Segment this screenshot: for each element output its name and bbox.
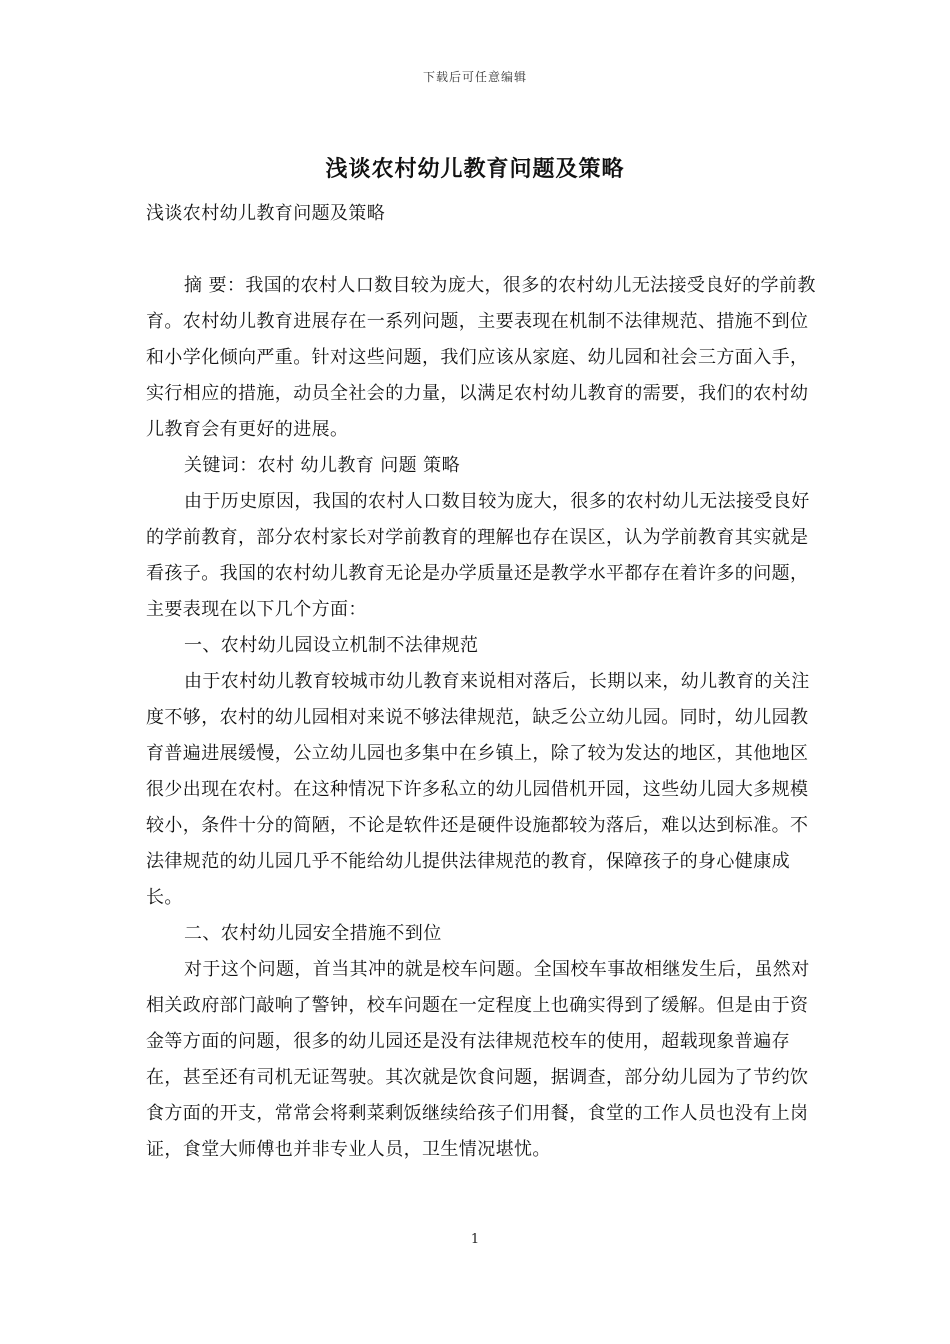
section-1-paragraph: 由于农村幼儿教育较城市幼儿教育来说相对落后，长期以来，幼儿教育的关注度不够，农村的幼儿园相对来说不够法律规范，缺乏公立幼儿园。同时，幼儿园教育普遍进展缓慢，公立幼儿园也多集中在乡镇上，除了较为发达的地区，其他地区很少出现在农村。在这种情况下许多私立的幼儿园借机开园，这些幼儿园大多规模较小，条件十分的简陋，不论是软件还是硬件设施都较为落后，难以达到标准。不法律规范的幼儿园几乎不能给幼儿提供法律规范的教育，保障孩子的身心健康成长。 <box>146 671 810 908</box>
section-2-paragraph: 对于这个问题，首当其冲的就是校车问题。全国校车事故相继发生后，虽然对相关政府部门敲响了警钟，校车问题在一定程度上也确实得到了缓解。但是由于资金等方面的问题，很多的幼儿园还是没有法律规范校车的使用，超载现象普遍存在，甚至还有司机无证驾驶。其次就是饮食问题，据调查，部分幼儿园为了节约饮食方面的开支，常常会将剩菜剩饭继续给孩子们用餐，食堂的工作人员也没有上岗证，食堂大师傅也并非专业人员，卫生情况堪忧。 <box>146 959 810 1160</box>
section-1-heading: 一、农村幼儿园设立机制不法律规范 <box>184 635 479 656</box>
document-body <box>146 196 816 1168</box>
intro-paragraph: 由于历史原因，我国的农村人口数目较为庞大，很多的农村幼儿无法接受良好的学前教育，部分农村家长对学前教育的理解也存在误区，认为学前教育其实就是看孩子。我国的农村幼儿教育无论是办学质量还是教学水平都存在着许多的问题，主要表现在以下几个方面： <box>146 491 810 620</box>
document-title: 浅谈农村幼儿教育问题及策略 <box>325 156 625 182</box>
page-number: 1 <box>470 1232 480 1247</box>
document-subtitle: 浅谈农村幼儿教育问题及策略 <box>146 203 386 224</box>
section-2-heading: 二、农村幼儿园安全措施不到位 <box>184 923 442 944</box>
abstract-paragraph: 摘 要：我国的农村人口数目较为庞大，很多的农村幼儿无法接受良好的学前教育。农村幼儿教育进展存在一系列问题，主要表现在机制不法律规范、措施不到位和小学化倾向严重。针对这些问题，我们应该从家庭、幼儿园和社会三方面入手，实行相应的措施，动员全社会的力量，以满足农村幼儿教育的需要，我们的农村幼儿教育会有更好的进展。 <box>146 275 816 440</box>
header-note: 下载后可任意编辑 <box>422 70 527 84</box>
keywords-paragraph: 关键词：农村 幼儿教育 问题 策略 <box>184 455 460 476</box>
